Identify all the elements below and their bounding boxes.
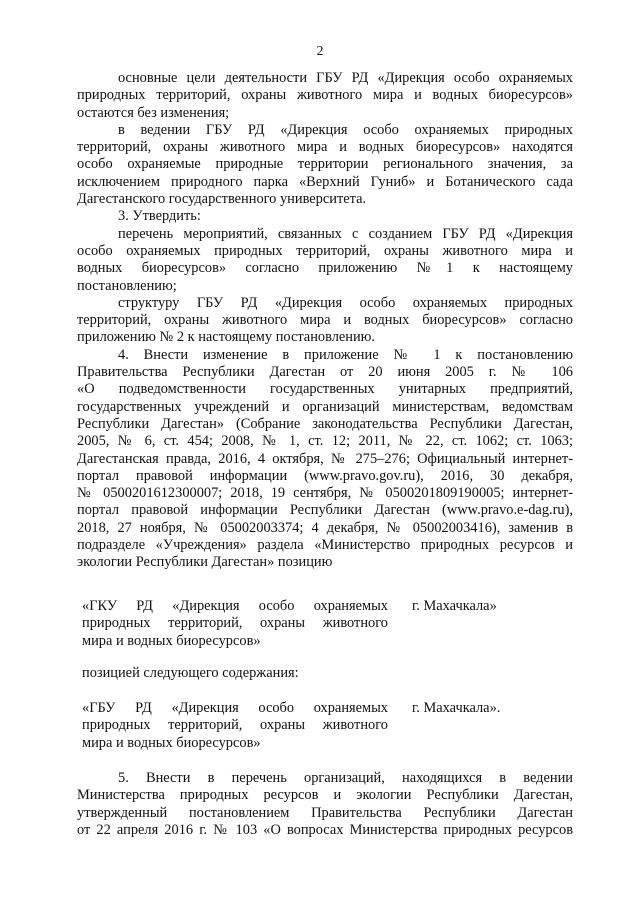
text-line: постановлению; bbox=[77, 277, 177, 294]
text-line: в ведении ГБУ РД «Дирекция особо охраняемых природных bbox=[118, 121, 573, 138]
text-line: 2005, № 6, ст. 454; 2008, № 1, ст. 12; 2011, № 22, ст. 1062; ст. 1063; bbox=[77, 433, 573, 450]
text-line: 5. Внести в перечень организаций, находящихся в ведении bbox=[118, 770, 573, 786]
text-line: подразделе «Учреждения» раздела «Министерство природных ресурсов и bbox=[77, 537, 573, 554]
text-line: исключением природного парка «Верхний Гуниб» и Ботанического сада bbox=[77, 173, 573, 190]
text-line: основные цели деятельности ГБУ РД «Дирекция особо охраняемых bbox=[118, 70, 573, 86]
body-text-block-1 bbox=[77, 70, 573, 572]
text-line: водных биоресурсов» согласно приложению №1 к настоящему bbox=[77, 260, 573, 277]
text-line: Республики Дагестан» (Собрание законодательства Республики Дагестан, bbox=[77, 415, 573, 432]
text-line: «ГКУ РД «Дирекция особо охраняемых bbox=[82, 598, 388, 614]
text-line: «ГБУ РД «Дирекция особо охраняемых bbox=[82, 700, 388, 716]
new-position-name bbox=[82, 700, 388, 752]
text-line: особо охраняемых природных территорий, охраны животного мира и bbox=[77, 242, 573, 259]
text-line: государственных учреждений и организаций министерствам, ведомствам bbox=[77, 398, 573, 415]
text-line: 4. Внести изменение в приложение № 1 к постановлению bbox=[118, 346, 573, 363]
text-line: природных территорий, охраны животного bbox=[82, 717, 388, 734]
text-line: Правительства Республики Дагестан от 20 июня 2005 г. № 106 bbox=[77, 364, 573, 381]
text-line: Дагестанского государственного университета. bbox=[77, 191, 367, 208]
text-line: приложению № 2 к настоящему постановлению. bbox=[77, 329, 376, 346]
text-line: мира и водных биоресурсов» bbox=[82, 632, 261, 649]
text-line: от 22 апреля 2016 г. № 103 «О вопросах Министерства природных ресурсов bbox=[77, 821, 573, 838]
body-text-block-2 bbox=[77, 770, 573, 839]
text-line: Дагестанская правда, 2016, 4 октября, № 275–276; Официальный интернет- bbox=[77, 450, 573, 467]
text-line: территорий, охраны животного мира и водных биоресурсов» согласно bbox=[77, 312, 573, 329]
text-line: Министерства природных ресурсов и экологии Республики Дагестан, bbox=[77, 787, 573, 804]
old-position-city: г. Махачкала» bbox=[412, 598, 497, 614]
text-line: природных территорий, охраны животного bbox=[82, 615, 388, 632]
old-position-name bbox=[82, 598, 388, 650]
text-line: территорий, охраны животного мира и водных биоресурсов» находятся bbox=[77, 139, 573, 156]
text-line: № 0500201612300007; 2018, 19 сентября, № 0500201809190005; интернет- bbox=[77, 485, 573, 502]
text-line: 3. Утвердить: bbox=[118, 208, 201, 225]
text-line: портал правовой информации Республики Дагестан (www.pravo.e-dag.ru), bbox=[77, 502, 573, 519]
page-number: 2 bbox=[316, 44, 324, 59]
text-line: «О подведомственности государственных унитарных предприятий, bbox=[77, 381, 573, 398]
text-line: особо охраняемые природные территории регионального значения, за bbox=[77, 156, 573, 173]
text-line: природных территорий, охраны животного мира и водных биоресурсов» bbox=[77, 87, 573, 104]
text-line: структуру ГБУ РД «Дирекция особо охраняемых природных bbox=[118, 294, 573, 311]
text-line: портал правовой информации (www.pravo.gov.ru), 2016, 30 декабря, bbox=[77, 467, 573, 484]
text-line: перечень мероприятий, связанных с созданием ГБУ РД «Дирекция bbox=[118, 225, 573, 242]
text-line: 2018, 27 ноября, № 05002003374; 4 декабря, № 05002003416), заменив в bbox=[77, 519, 573, 536]
text-line: утвержденный постановлением Правительства Республики Дагестан bbox=[77, 804, 573, 821]
text-line: экологии Республики Дагестан» позицию bbox=[77, 554, 333, 571]
replacement-phrase: позицией следующего содержания: bbox=[82, 665, 299, 681]
new-position-city: г. Махачкала». bbox=[412, 700, 501, 716]
text-line: мира и водных биоресурсов» bbox=[82, 734, 261, 751]
text-line: остаются без изменения; bbox=[77, 104, 230, 121]
